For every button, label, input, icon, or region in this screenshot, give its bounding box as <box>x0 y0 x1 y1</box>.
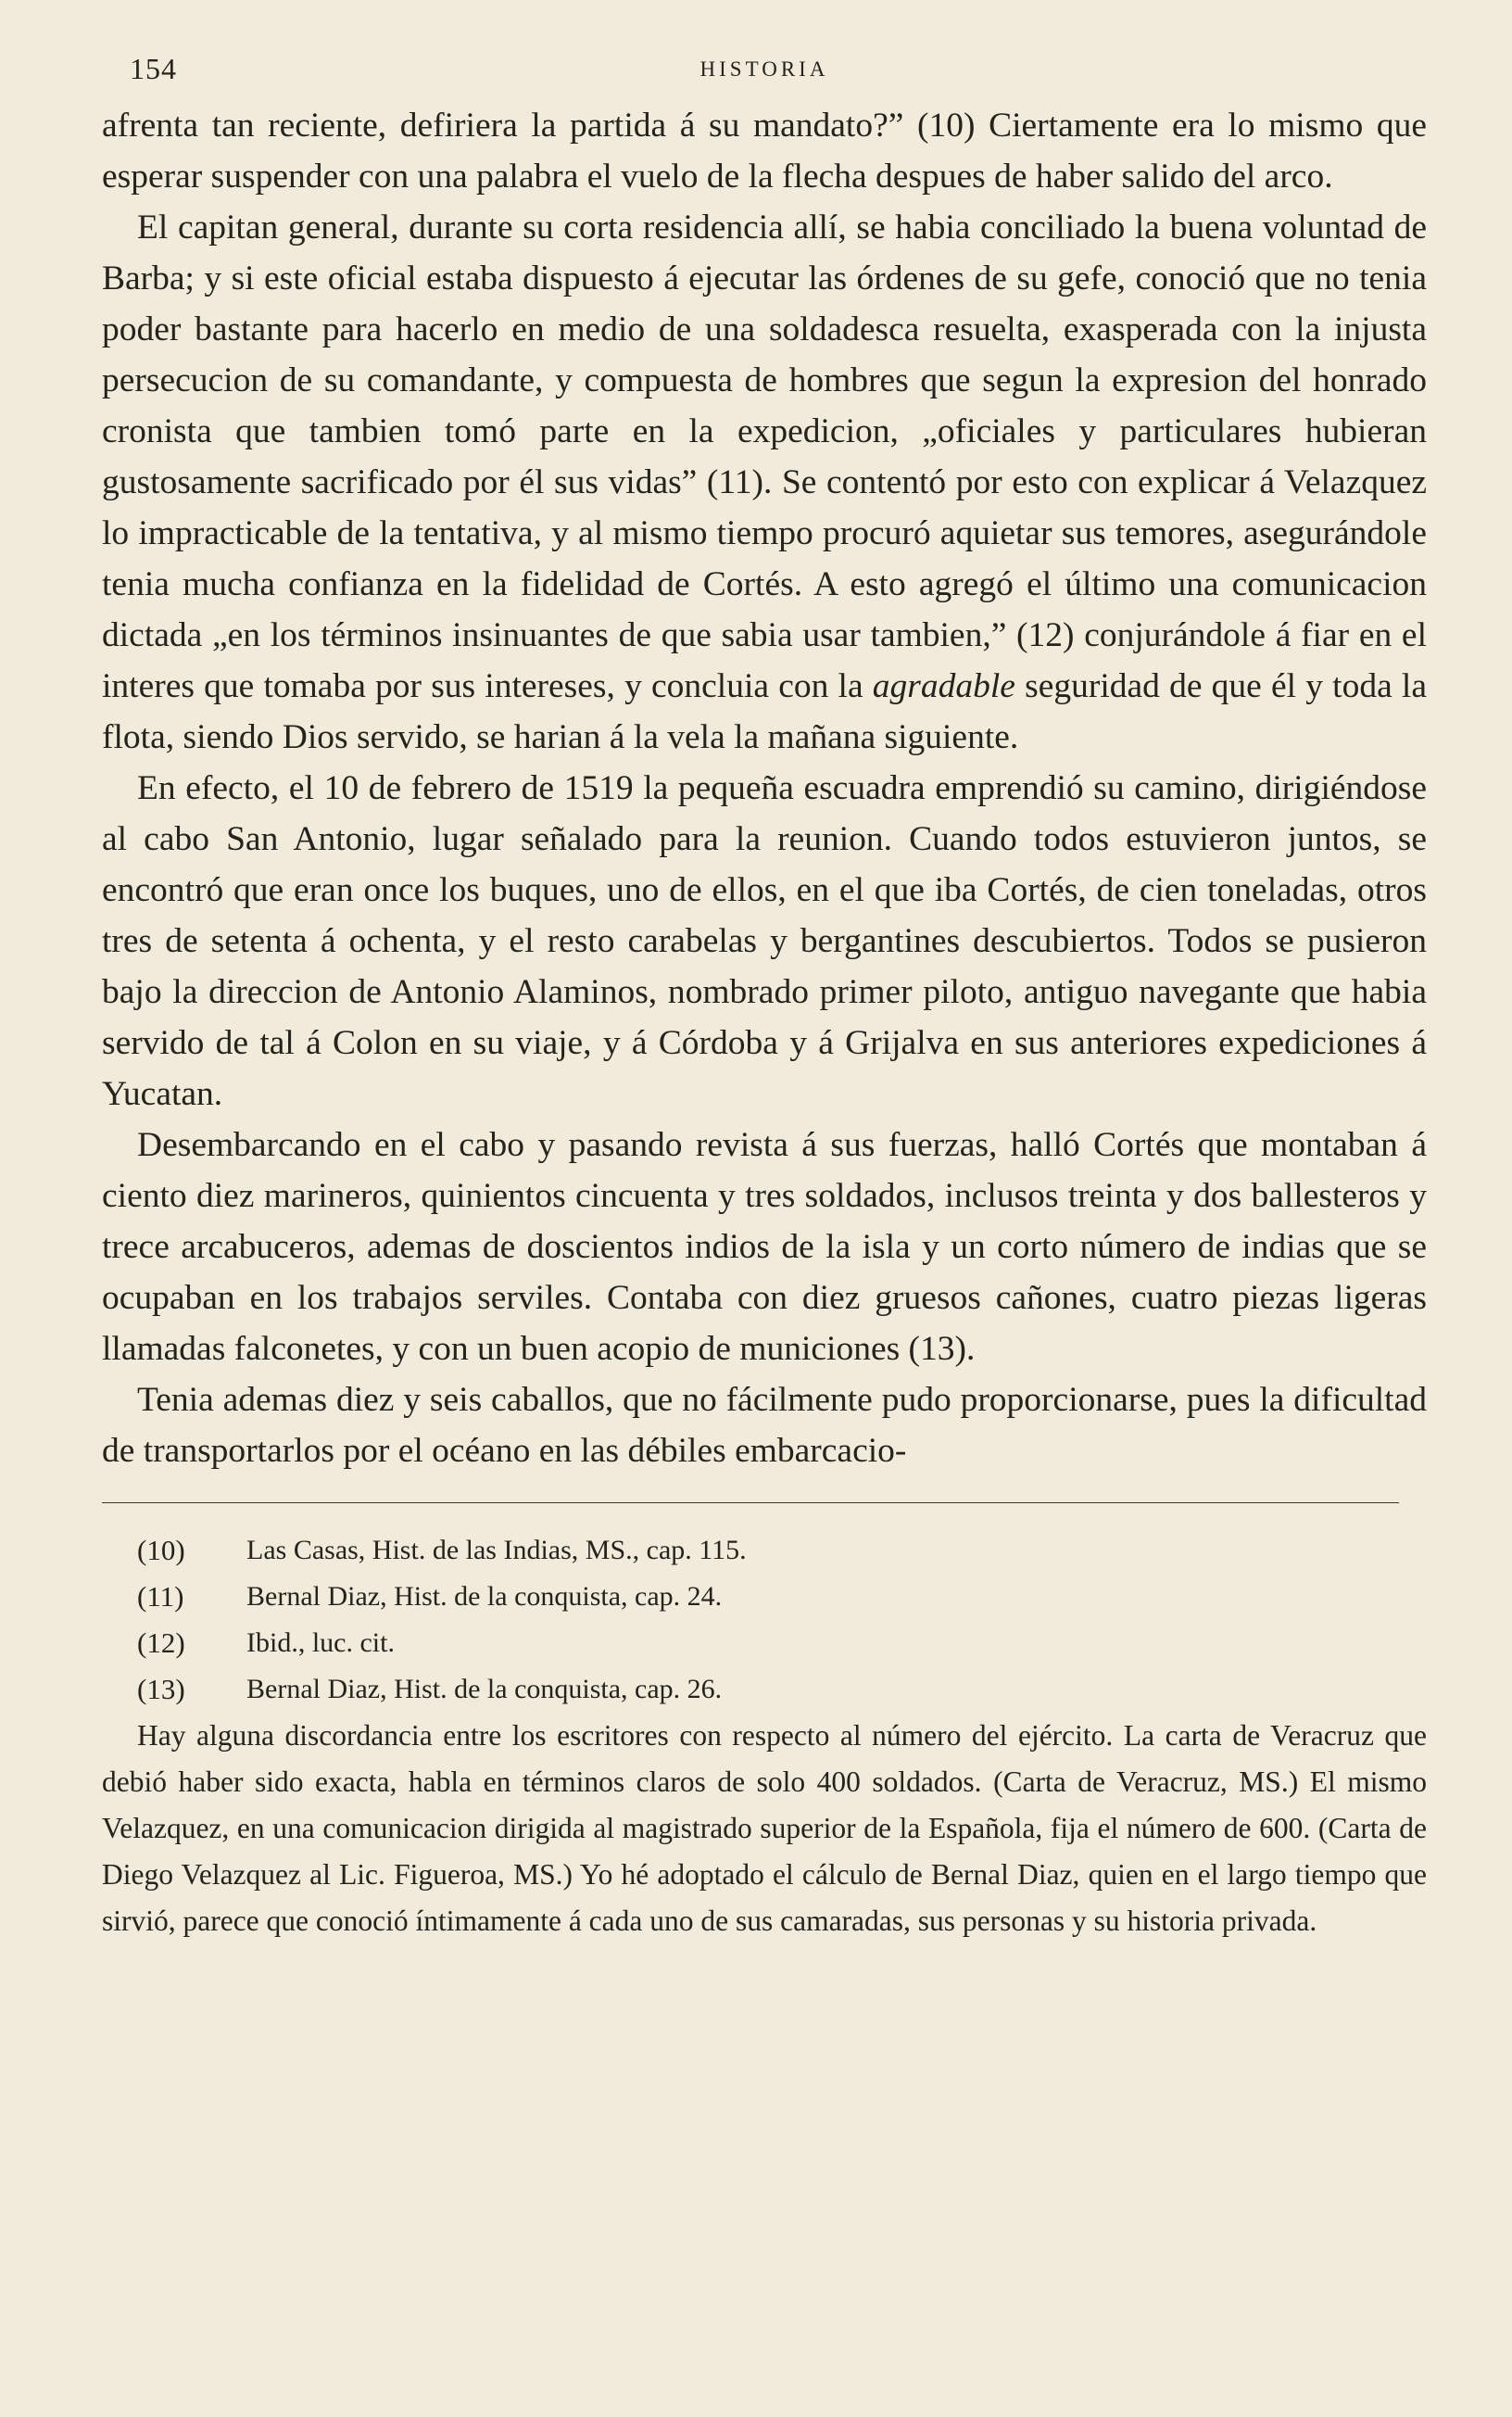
footnote-12 <box>102 1620 1427 1666</box>
paragraph-2-text: El capitan general, durante su corta residencia allí, se habia conciliado la buena voluntad de Barba; y si este oficial estaba dispuesto á ejecutar las órdenes de su gefe, conoció que no tenia poder bastante para hacerlo en medio de una soldadesca resuelta, exasperada con la injusta persecucion de su comandante, y compuesta de hombres que segun la expresion del honrado cronista que tambien tomó parte en la expedicion, „oficiales y particulares hubieran gustosamente sacrificado por él sus vidas” (11). Se contentó por esto con explicar á Velazquez lo impracticable de la tentativa, y al mismo tiempo procuró aquietar sus temores, asegurándole tenia mucha confianza en la fidelidad de Cortés. A esto agregó el último una comunicacion dictada „en los términos insinuantes de que sabia usar tambien,” (12) conjurándole á fiar en el interes que tomaba por sus intereses, y concluia con la <box>102 209 1427 705</box>
page-number: 154 <box>130 52 177 85</box>
book-page <box>102 37 1427 1944</box>
footnote-number: (13) <box>137 1673 185 1705</box>
paragraph-2-tail: seguridad de que él y toda la flota, siendo Dios servido, se harian á la vela la mañana siguiente. <box>102 667 1427 756</box>
footnote-text: Bernal Diaz, Hist. de la conquista, cap. 24. <box>246 1581 723 1612</box>
paragraph-1: afrenta tan reciente, defiriera la partida á su mandato?” (10) Ciertamente era lo mismo que esperar suspender con una palabra el vuelo de la flecha despues de haber salido del arco. <box>102 107 1427 196</box>
paragraph-2 <box>102 202 1427 763</box>
footnote-13 <box>102 1666 1427 1713</box>
italic-word: agradable <box>872 667 1015 705</box>
footnote-text: Bernal Diaz, Hist. de la conquista, cap. 26. <box>246 1674 723 1704</box>
paragraph-4: Desembarcando en el cabo y pasando revista á sus fuerzas, halló Cortés que montaban á ciento diez marineros, quinientos cincuenta y tres soldados, inclusos treinta y dos ballesteros y trece arcabuceros, ademas de doscientos indios de la isla y un corto número de indias que se ocupaban en los trabajos serviles. Contaba con diez gruesos cañones, cuatro piezas ligeras llamadas falconetes, y con un buen acopio de municiones (13). <box>102 1126 1427 1368</box>
footnote-number: (11) <box>137 1580 184 1613</box>
paragraph-5: Tenia ademas diez y seis caballos, que no fácilmente pudo proporcionarse, pues la dificultad de transportarlos por el océano en las débiles embarcacio- <box>102 1381 1427 1470</box>
footnote-paragraph: Hay alguna discordancia entre los escritores con respecto al número del ejército. La carta de Veracruz que debió haber sido exacta, habla en términos claros de solo 400 soldados. (Carta de Veracruz, MS.) El mismo Velazquez, en una comunicacion dirigida al magistrado superior de la Española, fija el número de 600. (Carta de Diego Velazquez al Lic. Figueroa, MS.) Yo hé adoptado el cálculo de Bernal Diaz, quien en el largo tiempo que sirvió, parece que conoció íntimamente á cada uno de sus camaradas, sus personas y su historia privada. <box>102 1719 1427 1937</box>
footnote-10 <box>102 1527 1427 1574</box>
footnotes <box>102 1527 1427 1944</box>
footnote-text: Ibid., luc. cit. <box>246 1627 395 1658</box>
running-title: HISTORIA <box>699 57 829 81</box>
main-text <box>102 100 1427 1476</box>
footnote-11 <box>102 1574 1427 1620</box>
running-head <box>102 37 1427 93</box>
footnote-number: (12) <box>137 1626 185 1659</box>
footnote-rule <box>102 1502 1399 1503</box>
footnote-number: (10) <box>137 1534 185 1566</box>
footnote-text: Las Casas, Hist. de las Indias, MS., cap. 115. <box>246 1535 747 1565</box>
paragraph-3: En efecto, el 10 de febrero de 1519 la pequeña escuadra emprendió su camino, dirigiéndose al cabo San Antonio, lugar señalado para la reunion. Cuando todos estuvieron juntos, se encontró que eran once los buques, uno de ellos, en el que iba Cortés, de cien toneladas, otros tres de setenta á ochenta, y el resto carabelas y bergantines descubiertos. Todos se pusieron bajo la direccion de Antonio Alaminos, nombrado primer piloto, antiguo navegante que habia servido de tal á Colon en su viaje, y á Córdoba y á Grijalva en sus anteriores expediciones á Yucatan. <box>102 769 1427 1113</box>
